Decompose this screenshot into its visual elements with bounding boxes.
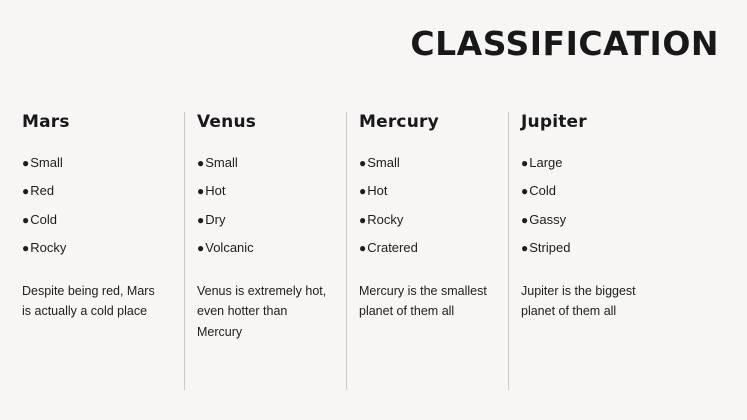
bullet-dot-icon: ● bbox=[197, 212, 205, 227]
bullet-dot-icon: ● bbox=[359, 156, 367, 170]
bullet-dot-icon: ● bbox=[359, 240, 367, 255]
column-note: Despite being red, Mars is actually a cold place bbox=[22, 284, 155, 319]
bullet-text: Large bbox=[529, 155, 563, 170]
column-jupiter bbox=[508, 112, 658, 390]
bullet-dot-icon: ● bbox=[521, 212, 529, 227]
bullet-list bbox=[197, 156, 334, 255]
bullet-list bbox=[359, 156, 496, 255]
column-heading: Mercury bbox=[359, 112, 439, 132]
bullet-text: Dry bbox=[205, 211, 226, 227]
bullet-dot-icon: ● bbox=[521, 156, 529, 170]
column-mars bbox=[22, 112, 172, 390]
list-item bbox=[359, 213, 496, 227]
bullet-text: Hot bbox=[367, 183, 388, 199]
bullet-text: Rocky bbox=[367, 211, 404, 227]
column-heading: Jupiter bbox=[521, 112, 587, 132]
list-item bbox=[521, 213, 658, 227]
column-note: Mercury is the smallest planet of them all bbox=[359, 284, 487, 319]
bullet-text: Rocky bbox=[30, 239, 67, 255]
bullet-list bbox=[521, 156, 658, 255]
bullet-dot-icon: ● bbox=[521, 240, 529, 255]
bullet-text: Small bbox=[205, 155, 238, 170]
bullet-text: Cratered bbox=[367, 239, 418, 255]
bullet-text: Small bbox=[367, 155, 400, 170]
column-note: Venus is extremely hot, even hotter than Mercury bbox=[197, 284, 327, 339]
bullet-dot-icon: ● bbox=[22, 184, 30, 199]
bullet-dot-icon: ● bbox=[521, 184, 529, 199]
column-venus bbox=[184, 112, 334, 390]
bullet-text: Red bbox=[30, 183, 55, 199]
bullet-list bbox=[22, 156, 172, 255]
bullet-dot-icon: ● bbox=[359, 212, 367, 227]
column-heading: Venus bbox=[197, 112, 257, 132]
bullet-dot-icon: ● bbox=[22, 156, 30, 170]
classification-columns bbox=[22, 112, 725, 390]
column-note: Jupiter is the biggest planet of them all bbox=[521, 284, 636, 319]
list-item bbox=[521, 184, 658, 198]
bullet-dot-icon: ● bbox=[359, 184, 367, 199]
bullet-dot-icon: ● bbox=[197, 240, 205, 255]
list-item bbox=[22, 184, 172, 198]
list-item bbox=[359, 241, 496, 255]
list-item bbox=[197, 241, 334, 255]
bullet-dot-icon: ● bbox=[197, 156, 205, 170]
bullet-dot-icon: ● bbox=[197, 184, 205, 199]
list-item bbox=[197, 156, 334, 170]
bullet-text: Hot bbox=[205, 183, 226, 199]
list-item bbox=[22, 213, 172, 227]
bullet-dot-icon: ● bbox=[22, 240, 30, 255]
page-title: CLASSIFICATION bbox=[410, 24, 719, 63]
list-item bbox=[22, 241, 172, 255]
bullet-text: Gassy bbox=[529, 211, 567, 227]
bullet-text: Small bbox=[30, 155, 63, 170]
list-item bbox=[22, 156, 172, 170]
list-item bbox=[197, 213, 334, 227]
list-item bbox=[521, 156, 658, 170]
bullet-text: Cold bbox=[30, 211, 57, 227]
bullet-text: Striped bbox=[529, 239, 571, 255]
column-mercury bbox=[346, 112, 496, 390]
bullet-text: Cold bbox=[529, 183, 556, 199]
column-heading: Mars bbox=[22, 112, 70, 132]
bullet-text: Volcanic bbox=[205, 239, 254, 255]
list-item bbox=[359, 184, 496, 198]
list-item bbox=[197, 184, 334, 198]
bullet-dot-icon: ● bbox=[22, 212, 30, 227]
list-item bbox=[359, 156, 496, 170]
list-item bbox=[521, 241, 658, 255]
